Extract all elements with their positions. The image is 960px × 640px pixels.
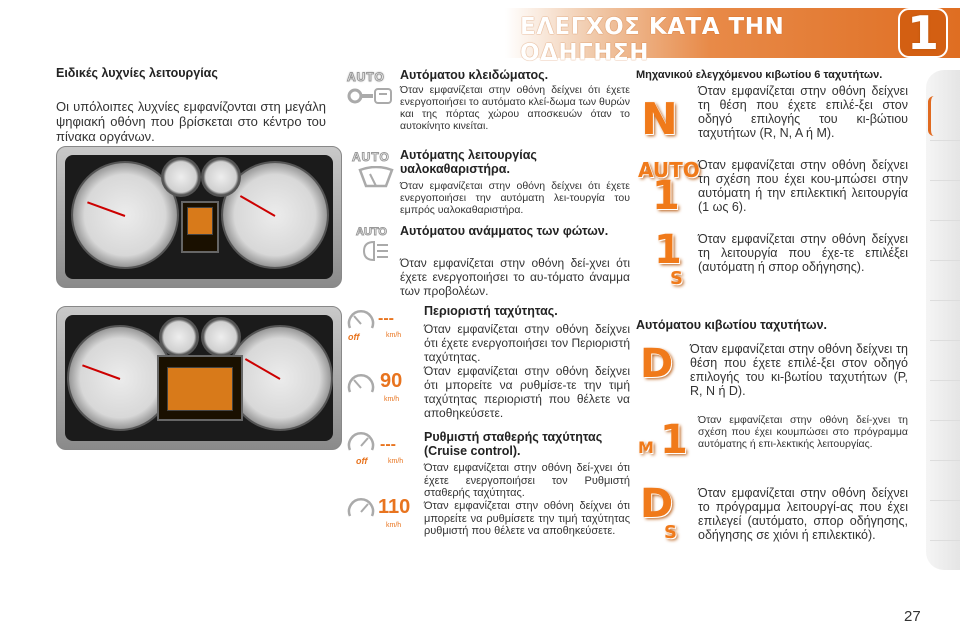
dashboard-image-1 bbox=[56, 146, 342, 288]
auto-wiper-text: Όταν εμφανίζεται στην οθόνη δείχνει ότι έχετε ενεργοποιήσει την αυτόματη λει-τουργία του εμπρός υαλοκαθαριστήρα. bbox=[400, 180, 630, 216]
page-title: ΕΛΕΓΧΟΣ ΚΑΤΑ ΤΗΝ ΟΔΗΓΗΣΗ bbox=[520, 14, 785, 66]
d-s-text: Όταν εμφανίζεται στην οθόνη δείχνει το πρόγραμμα λειτουργί-ας που έχει επιλεγεί (αυτόματο, σπορ οδήγησης, οδήγησης σε χιόνι ή επιλεκτικό). bbox=[698, 486, 908, 542]
d-gear-icon: D bbox=[640, 341, 674, 387]
auto-lock-icon: AUTO bbox=[347, 70, 393, 110]
left-intro-text: Οι υπόλοιπες λυχνίες εμφανίζονται στη μεγάλη ψηφιακή οθόνη που βρίσκεται στο κέντρο του πίνακα οργάνων. bbox=[56, 99, 326, 144]
chapter-side-marker bbox=[928, 96, 958, 136]
side-divider bbox=[930, 460, 960, 461]
m-1-text: Όταν εμφανίζεται στην οθόνη δεί-χνει τη σχέση που έχει κουμπώσει στο πρόγραμμα αυτόματης ή επι-λεκτικής λειτουργίας. bbox=[698, 414, 908, 450]
chapter-number: 1 bbox=[906, 6, 939, 60]
speed-limiter-value-icon: 90 km/h bbox=[346, 370, 412, 410]
auto-1-icon: AUTO 1 bbox=[638, 158, 700, 219]
side-divider bbox=[930, 300, 960, 301]
auto-lock-text: Όταν εμφανίζεται στην οθόνη δείχνει ότι έχετε ενεργοποιήσει το αυτόματο κλεί-δωμα των θυρών και της πόρτας χώρου αποσκευών όταν το αυτοκίνητο κινείται. bbox=[400, 84, 630, 132]
left-heading: Ειδικές λυχνίες λειτουργίας bbox=[56, 66, 218, 80]
speed-limiter-off-icon: off --- km/h bbox=[348, 310, 402, 342]
manual-gearbox-heading: Μηχανικού ελεγχόμενου κιβωτίου 6 ταχυτήτων. bbox=[636, 69, 883, 81]
chapter-side-tab bbox=[926, 70, 960, 570]
temp-gauge bbox=[201, 317, 241, 357]
speed-limiter-heading: Περιοριστή ταχύτητας. bbox=[424, 304, 558, 318]
cruise-value-icon: 110 km/h bbox=[346, 494, 412, 534]
auto-gearbox-heading: Αυτόματου κιβωτίου ταχυτήτων. bbox=[636, 318, 827, 332]
side-divider bbox=[930, 540, 960, 541]
s-1-icon: 1 S bbox=[654, 227, 683, 289]
side-divider bbox=[930, 340, 960, 341]
cruise-text-2: Όταν εμφανίζεται στην οθόνη δείχνει ότι μπορείτε να ρυθμίσετε την τιμή ταχύτητας ρυθμιστή που θέλετε να αποθηκεύσετε. bbox=[424, 500, 630, 537]
side-divider bbox=[930, 260, 960, 261]
speed-limiter-text-1: Όταν εμφανίζεται στην οθόνη δείχνει ότι έχετε ενεργοποιήσει τον Περιοριστή ταχύτητας. bbox=[424, 322, 630, 364]
cruise-text-1: Όταν εμφανίζεται στην οθόνη δεί-χνει ότι έχετε ενεργοποιήσει τον Ρυθμιστή σταθερής ταχύτητας. bbox=[424, 462, 630, 499]
auto-1-text: Όταν εμφανίζεται στην οθόνη δείχνει τη σχέση που έχει κου-μπώσει στην αυτόματη ή την επιλεκτική λειτουργία (1 ως 6). bbox=[698, 158, 908, 214]
side-divider bbox=[930, 380, 960, 381]
side-divider bbox=[930, 180, 960, 181]
auto-lights-text: Όταν εμφανίζεται στην οθόνη δεί-χνει ότι έχετε ενεργοποιήσει το αυ-τόματο άναμμα των προβολέων. bbox=[400, 256, 630, 298]
dashboard-image-2 bbox=[56, 306, 342, 450]
cruise-heading: Ρυθμιστή σταθερής ταχύτητας (Cruise control). bbox=[424, 430, 603, 458]
n-gear-icon: N bbox=[641, 94, 678, 145]
fuel-gauge bbox=[159, 317, 199, 357]
side-divider bbox=[930, 140, 960, 141]
speed-limiter-text-2: Όταν εμφανίζεται στην οθόνη δείχνει ότι μπορείτε να ρυθμίσε-τε την τιμή ταχύτητας περιοριστή που θέλετε να αποθηκεύσετε. bbox=[424, 364, 630, 420]
center-display bbox=[157, 355, 243, 421]
auto-lock-heading: Αυτόματου κλειδώματος. bbox=[400, 68, 549, 82]
cruise-off-icon: off --- km/h bbox=[346, 428, 412, 468]
temp-gauge bbox=[201, 157, 241, 197]
fuel-gauge bbox=[161, 157, 201, 197]
side-divider bbox=[930, 420, 960, 421]
m-1-icon: M 1 bbox=[638, 417, 688, 463]
s-1-text: Όταν εμφανίζεται στην οθόνη δείχνει τη λειτουργία που έχε-τε επιλέξει (αυτόματη ή σπορ οδήγησης). bbox=[698, 232, 908, 274]
auto-wiper-heading: Αυτόματης λειτουργίας υαλοκαθαριστήρα. bbox=[400, 148, 537, 176]
auto-lights-icon: AUTO bbox=[356, 226, 396, 266]
auto-wiper-icon: AUTO bbox=[352, 150, 398, 192]
d-gear-text: Όταν εμφανίζεται στην οθόνη δείχνει τη θέση που έχετε επιλέ-ξει στον οδηγό επιλογής του κι-βωτίου ταχυτήτων (P, R, N ή D). bbox=[690, 342, 908, 398]
n-gear-text: Όταν εμφανίζεται στην οθόνη δείχνει τη θέση που έχετε επιλέ-ξει στον οδηγό επιλογής του κι-βώτιου ταχυτήτων (R, N, A ή M). bbox=[698, 84, 908, 140]
side-divider bbox=[930, 220, 960, 221]
chapter-badge bbox=[896, 6, 950, 60]
page-number: 27 bbox=[904, 608, 921, 625]
page-header bbox=[0, 0, 960, 66]
side-divider bbox=[930, 500, 960, 501]
auto-lights-heading: Αυτόματου ανάμματος των φώτων. bbox=[400, 224, 609, 238]
center-display bbox=[181, 201, 219, 253]
d-s-icon: D S bbox=[640, 481, 677, 543]
